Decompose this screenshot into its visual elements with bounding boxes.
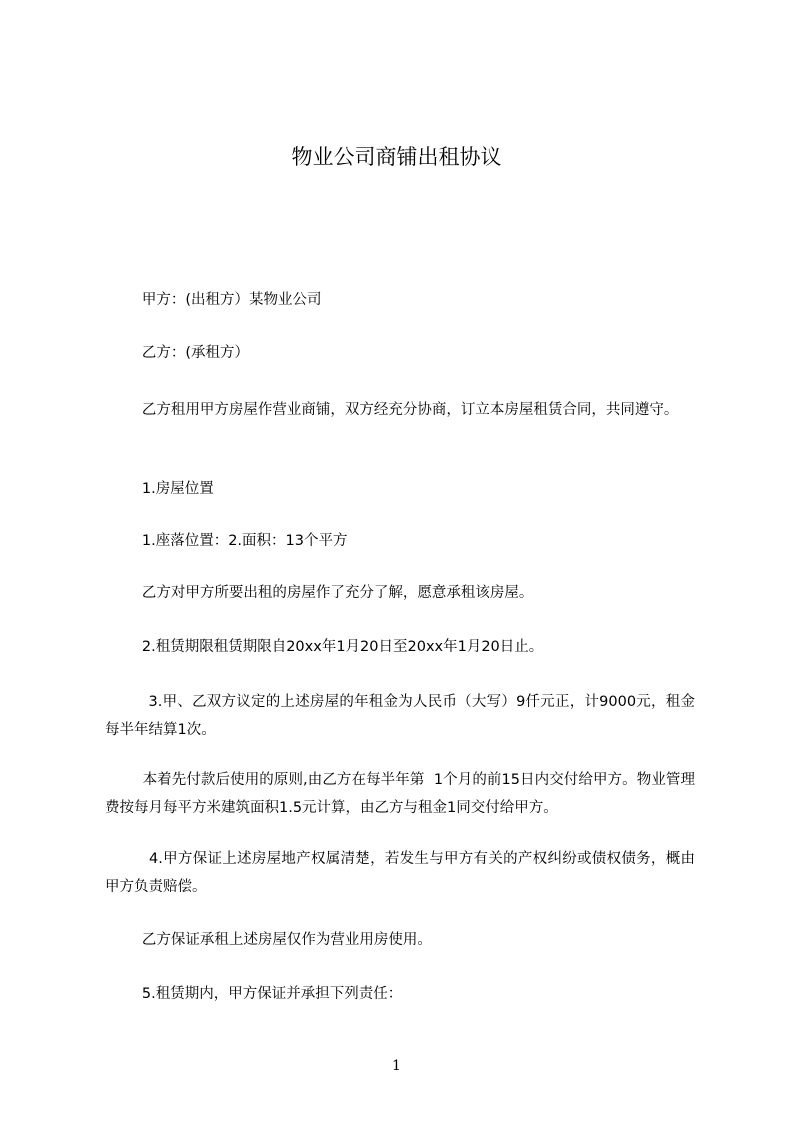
paragraph-party-a: 甲方：(出租方）某物业公司 <box>105 292 322 308</box>
paragraph-intro: 乙方租用甲方房屋作营业商铺，双方经充分协商，订立本房屋租赁合同，共同遵守。 <box>105 402 679 418</box>
paragraph-title-guarantee: 4.甲方保证上述房屋地产权属清楚，若发生与甲方有关的产权纠纷或债权债务，概由甲方负责赔偿。 <box>105 851 695 895</box>
paragraph-payment: 本着先付款后使用的原则,由乙方在每半年第 1个月的前15日内交付给甲方。物业管理费按每月每平方米建筑面积1.5元计算，由乙方与租金1同交付给甲方。 <box>105 772 695 816</box>
paragraph-rent: 3.甲、乙双方议定的上述房屋的年租金为人民币（大写）9仟元正，计9000元，租金每半年结算1次。 <box>105 694 695 738</box>
paragraph-location-area: 1.座落位置：2.面积：13个平方 <box>105 533 348 549</box>
paragraph-section-1-heading: 1.房屋位置 <box>105 481 214 497</box>
paragraph-acknowledgement: 乙方对甲方所要出租的房屋作了充分了解，愿意承租该房屋。 <box>105 585 534 601</box>
page-number: 1 <box>392 1058 401 1074</box>
document-title: 物业公司商铺出租协议 <box>291 145 502 169</box>
paragraph-usage: 乙方保证承租上述房屋仅作为营业用房使用。 <box>105 932 432 948</box>
paragraph-lease-term: 2.租赁期限租赁期限自20xx年1月20日至20xx年1月20日止。 <box>105 639 544 655</box>
paragraph-section-5: 5.租赁期内，甲方保证并承担下列责任： <box>105 986 403 1002</box>
paragraph-party-b: 乙方：(承租方） <box>105 345 250 361</box>
